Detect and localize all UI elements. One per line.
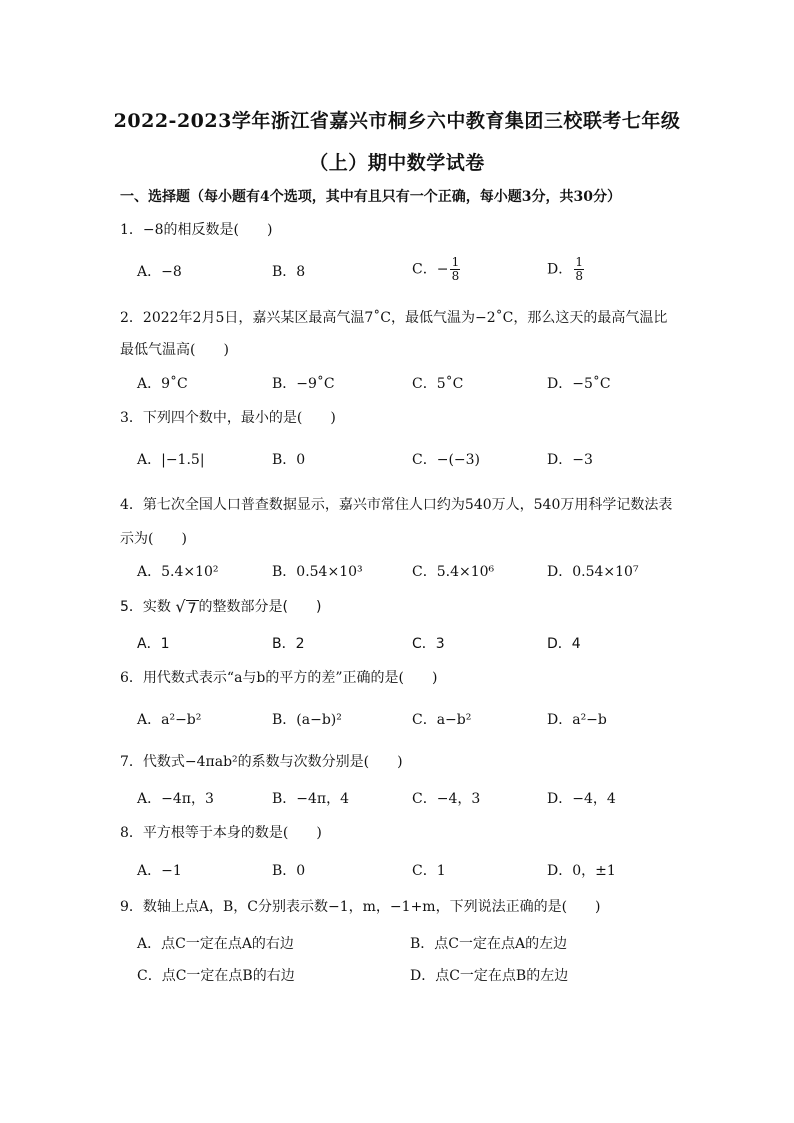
- exam-title-line2: （上）期中数学试卷: [309, 152, 485, 174]
- sqrt-argument: 7: [187, 601, 197, 617]
- section-heading-choice: 一、选择题（每小题有4个选项，其中有且只有一个正确，每小题3分，共30分）: [120, 189, 621, 205]
- question-6-stem: 6．用代数式表示“a与b的平方的差”正确的是( ): [120, 670, 438, 686]
- q6-option-d: D．a²−b: [547, 712, 607, 728]
- q2-option-a: A．9˚C: [137, 376, 188, 392]
- question-2-stem: 2．2022年2月5日，嘉兴某区最高气温7˚C，最低气温为−2˚C，那么这天的最高气温比最低气温高( ): [120, 310, 668, 358]
- q3-option-a: A．|−1.5|: [137, 452, 205, 468]
- q9-option-d: D．点C一定在点B的左边: [410, 968, 569, 984]
- question-5-stem: [120, 597, 321, 617]
- question-7-stem: 7．代数式−4πab²的系数与次数分别是( ): [120, 754, 403, 770]
- q7-option-d: D．−4，4: [547, 791, 616, 807]
- q9-option-b: B．点C一定在点A的左边: [410, 936, 568, 952]
- q9-option-c: C．点C一定在点B的右边: [137, 968, 295, 984]
- q6-option-a: A．a²−b²: [137, 712, 202, 728]
- q5-option-c: C．3: [412, 636, 445, 652]
- q5-stem-pre: 5．实数: [120, 599, 171, 615]
- question-3-stem: 3．下列四个数中，最小的是( ): [120, 410, 336, 426]
- q1-option-c-label: C．−: [412, 261, 449, 278]
- q3-option-d: D．−3: [547, 452, 593, 468]
- q1-option-c-fraction: [450, 256, 460, 283]
- q7-option-a: A．−4π，3: [137, 791, 214, 807]
- q9-option-a: A．点C一定在点A的右边: [137, 936, 294, 952]
- q8-option-b: B．0: [272, 863, 306, 879]
- q3-option-b: B．0: [272, 452, 306, 468]
- fraction-numerator: 1: [451, 255, 460, 269]
- q8-option-c: C．1: [412, 863, 446, 879]
- q5-option-a: A．1: [137, 636, 170, 652]
- q4-option-c: C．5.4×10⁶: [412, 564, 495, 580]
- question-8-stem: 8．平方根等于本身的数是( ): [120, 825, 322, 841]
- q8-option-a: A．−1: [137, 863, 182, 879]
- q4-option-d: D．0.54×10⁷: [547, 564, 639, 580]
- q2-option-b: B．−9˚C: [272, 376, 335, 392]
- question-9-stem: 9．数轴上点A，B，C分别表示数−1，m，−1+m，下列说法正确的是( ): [120, 899, 601, 915]
- q6-option-c: C．a−b²: [412, 712, 472, 728]
- q4-option-a: A．5.4×10²: [137, 564, 219, 580]
- q1-option-d-fraction: [574, 256, 584, 283]
- sqrt-symbol: √ 7: [175, 597, 197, 617]
- q2-option-d: D．−5˚C: [547, 376, 611, 392]
- exam-title-line1: 2022-2023学年浙江省嘉兴市桐乡六中教育集团三校联考七年级: [113, 110, 681, 132]
- q7-option-c: C．−4，3: [412, 791, 481, 807]
- q3-option-c: C．−(−3): [412, 452, 481, 468]
- q1-option-b: B．8: [272, 264, 306, 280]
- q4-option-b: B．0.54×10³: [272, 564, 363, 580]
- q5-option-b: B．2: [272, 636, 305, 652]
- q5-stem-post: 的整数部分是( ): [198, 599, 322, 615]
- q1-option-a: A．−8: [137, 264, 182, 280]
- question-1-stem: 1．−8的相反数是( ): [120, 222, 273, 238]
- q7-option-b: B．−4π，4: [272, 791, 350, 807]
- q1-option-d-label: D．: [547, 261, 573, 278]
- q6-option-b: B．(a−b)²: [272, 712, 342, 728]
- question-4-stem: 4．第七次全国人口普查数据显示，嘉兴市常住人口约为540万人，540万用科学记数法表示为( ): [120, 497, 673, 547]
- q1-option-d: [547, 256, 584, 283]
- q8-option-d: D．0，±1: [547, 863, 616, 879]
- fraction-numerator: 1: [575, 255, 584, 269]
- q5-option-d: D．4: [547, 636, 581, 652]
- q2-option-c: C．5˚C: [412, 376, 464, 392]
- fraction-denominator: 8: [451, 269, 460, 283]
- q1-option-c: [412, 256, 460, 283]
- fraction-denominator: 8: [575, 269, 584, 283]
